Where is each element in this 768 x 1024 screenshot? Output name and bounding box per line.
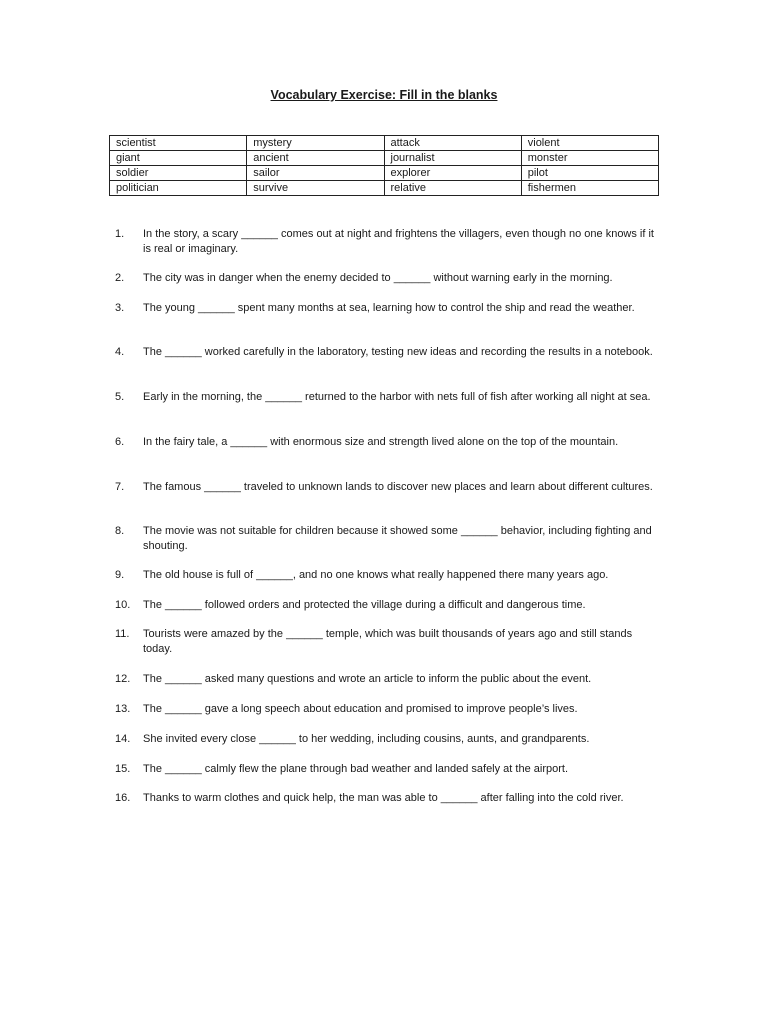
question-text: The ______ gave a long speech about education and promised to improve people’s lives. — [143, 703, 578, 715]
question-number: 5. — [115, 391, 125, 403]
word-bank-cell: journalist — [384, 151, 521, 166]
word-bank-cell: relative — [384, 181, 521, 196]
question-text: Early in the morning, the ______ returned to the harbor with nets full of fish after working all night at sea. — [143, 391, 651, 403]
question-text: The city was in danger when the enemy decided to ______ without warning early in the morning. — [143, 272, 613, 284]
question-number: 8. — [115, 525, 125, 537]
word-bank-cell: scientist — [110, 136, 247, 151]
word-bank-cell: soldier — [110, 166, 247, 181]
question-number: 2. — [115, 272, 125, 284]
question-number: 3. — [115, 302, 125, 314]
question-number: 11. — [115, 628, 130, 640]
word-bank-cell: pilot — [521, 166, 658, 181]
question-text: Tourists were amazed by the ______ temple, which was built thousands of years ago and still stands today. — [143, 628, 633, 655]
question-number: 4. — [115, 346, 125, 358]
word-bank-cell: fishermen — [521, 181, 658, 196]
question-number: 10. — [115, 599, 131, 611]
question-number: 6. — [115, 436, 125, 448]
word-bank-table — [109, 135, 659, 196]
word-bank-cell: mystery — [247, 136, 384, 151]
word-bank-cell: attack — [384, 136, 521, 151]
question-number: 15. — [115, 763, 131, 775]
word-bank-row — [110, 151, 659, 166]
question-number: 9. — [115, 569, 125, 581]
word-bank-row — [110, 136, 659, 151]
question-text: The famous ______ traveled to unknown lands to discover new places and learn about different cultures. — [143, 481, 653, 493]
word-bank-cell: violent — [521, 136, 658, 151]
question-text: Thanks to warm clothes and quick help, the man was able to ______ after falling into the cold river. — [143, 792, 624, 804]
question-text: In the story, a scary ______ comes out at night and frightens the villagers, even though no one knows if it is real or imaginary. — [143, 228, 654, 255]
question-text: The ______ asked many questions and wrote an article to inform the public about the event. — [143, 673, 592, 685]
question-text: She invited every close ______ to her wedding, including cousins, aunts, and grandparents. — [143, 733, 590, 745]
question-number: 12. — [115, 673, 131, 685]
question-text: The ______ calmly flew the plane through bad weather and landed safely at the airport. — [143, 763, 568, 775]
question-text: The young ______ spent many months at sea, learning how to control the ship and read the weather. — [143, 302, 635, 314]
word-bank-cell: monster — [521, 151, 658, 166]
word-bank-cell: explorer — [384, 166, 521, 181]
word-bank-cell: survive — [247, 181, 384, 196]
question-number: 14. — [115, 733, 131, 745]
word-bank-row — [110, 166, 659, 181]
question-number: 16. — [115, 792, 131, 804]
word-bank-cell: giant — [110, 151, 247, 166]
word-bank-cell: politician — [110, 181, 247, 196]
word-bank-row — [110, 181, 659, 196]
page-title: Vocabulary Exercise: Fill in the blanks — [270, 88, 498, 102]
question-number: 1. — [115, 228, 125, 240]
word-bank-cell: sailor — [247, 166, 384, 181]
question-number: 13. — [115, 703, 131, 715]
word-bank-cell: ancient — [247, 151, 384, 166]
question-text: The ______ followed orders and protected the village during a difficult and dangerous time. — [143, 599, 586, 611]
question-text: The movie was not suitable for children because it showed some ______ behavior, including fighting and shouting. — [143, 525, 652, 552]
question-text: The ______ worked carefully in the laboratory, testing new ideas and recording the results in a notebook. — [143, 346, 653, 358]
question-text: In the fairy tale, a ______ with enormous size and strength lived alone on the top of the mountain. — [143, 436, 619, 448]
question-text: The old house is full of ______, and no one knows what really happened there many years ago. — [143, 569, 609, 581]
question-number: 7. — [115, 481, 125, 493]
